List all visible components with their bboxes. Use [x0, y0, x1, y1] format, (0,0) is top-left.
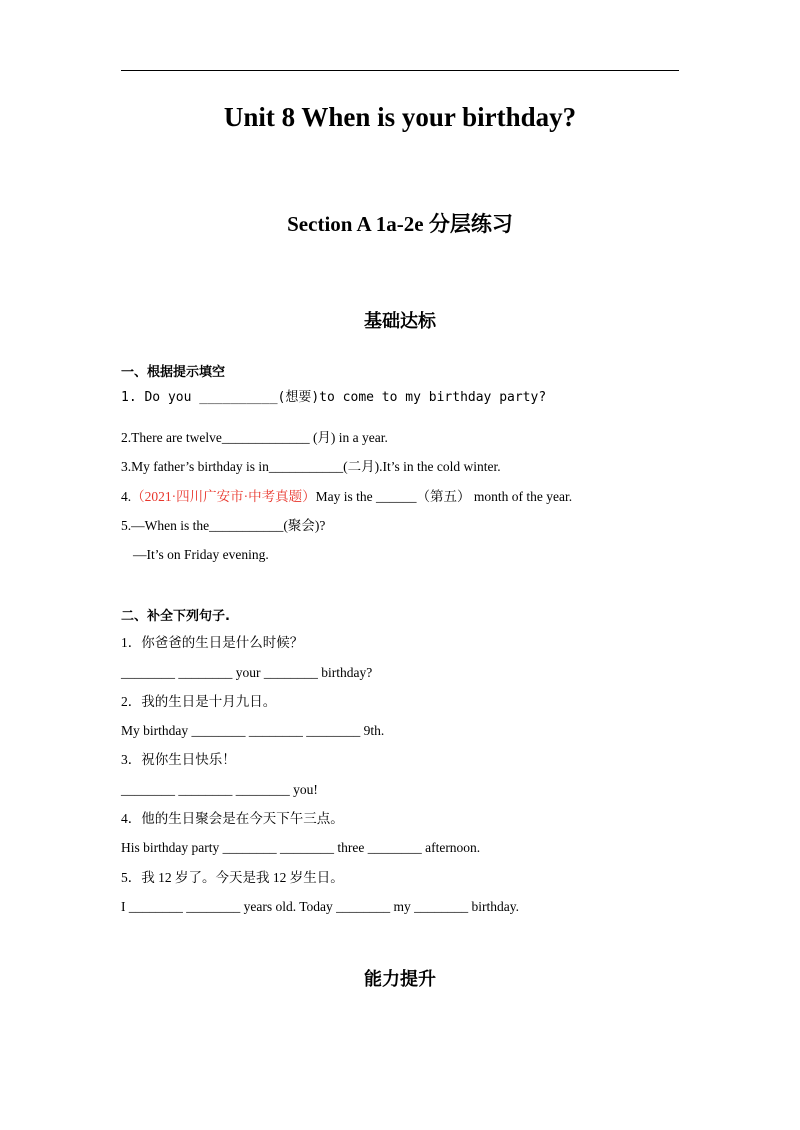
- question-4-number: 4.: [121, 489, 132, 504]
- question-4: [121, 490, 572, 504]
- question-3: 3.My father’s birthday is in___________(二月).It’s in the cold winter.: [121, 459, 501, 474]
- part2-heading: 二、补全下列句子.: [121, 609, 230, 624]
- sentence-4-prompt: 4．他的生日聚会是在今天下午三点。: [121, 811, 344, 826]
- section-heading-advanced: 能力提升: [364, 969, 436, 990]
- question-5: 5.—When is the___________(聚会)?: [121, 518, 326, 533]
- sentence-5-answer: I ________ ________ years old. Today ________ my ________ birthday.: [121, 899, 520, 914]
- page-title: Unit 8 When is your birthday?: [223, 102, 577, 132]
- sentence-3-answer: ________ ________ ________ you!: [121, 782, 318, 797]
- sentence-5-prompt: 5．我 12 岁了。今天是我 12 岁生日。: [121, 870, 344, 885]
- sentence-2-answer: My birthday ________ ________ ________ 9th.: [121, 723, 385, 738]
- sentence-1-answer: ________ ________ your ________ birthday?: [121, 665, 373, 680]
- question-4-text: May is the ______（第五） month of the year.: [315, 489, 573, 504]
- sentence-2-prompt: 2．我的生日是十月九日。: [121, 694, 277, 709]
- sentence-4-answer: His birthday party ________ ________ three ________ afternoon.: [121, 840, 481, 855]
- sentence-1-prompt: 1．你爸爸的生日是什么时候？: [121, 635, 304, 650]
- question-4-source: （2021·四川广安市·中考真题）: [131, 489, 316, 504]
- sentence-3-prompt: 3．祝你生日快乐！: [121, 752, 236, 767]
- question-1: 1. Do you __________(想要)to come to my birthday party?: [121, 390, 547, 405]
- page-subtitle: Section A 1a-2e 分层练习: [287, 212, 513, 236]
- section-heading-basic: 基础达标: [364, 311, 436, 332]
- question-5-answer: —It’s on Friday evening.: [133, 547, 269, 562]
- question-2: 2.There are twelve_____________ (月) in a year.: [121, 430, 388, 445]
- part1-heading: 一、根据提示填空: [121, 365, 226, 380]
- header-rule: [121, 70, 679, 71]
